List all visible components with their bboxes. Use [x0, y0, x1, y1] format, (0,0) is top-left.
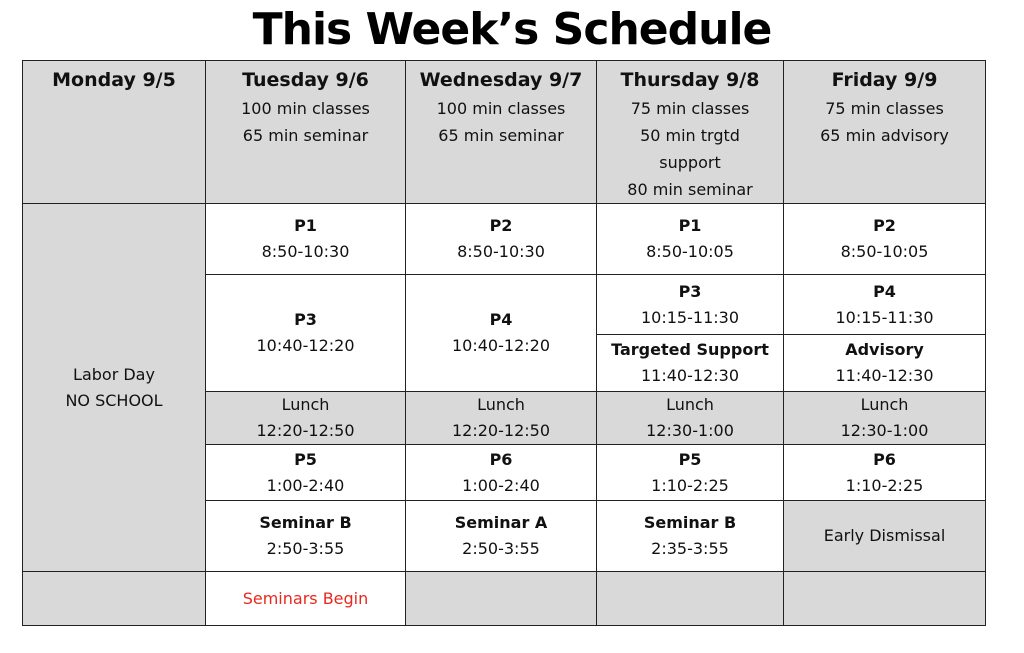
period-label: P5 — [294, 449, 317, 469]
day-note: 75 min classes — [825, 99, 944, 118]
thursday-p5 — [597, 445, 784, 501]
schedule-table — [22, 60, 986, 626]
day-name: Thursday 9/8 — [620, 69, 760, 91]
seminars-begin-note: Seminars Begin — [242, 588, 369, 608]
day-note: 75 min classes — [630, 99, 750, 118]
seminar-label: Seminar B — [643, 513, 737, 532]
header-row — [23, 61, 986, 204]
monday-footer — [23, 572, 206, 626]
header-monday — [23, 61, 206, 204]
header-tuesday — [206, 61, 406, 204]
seminar-label: Seminar A — [454, 513, 548, 532]
period-time: 10:40-12:20 — [452, 336, 550, 355]
tuesday-lunch — [206, 392, 406, 445]
day-note: 100 min classes — [436, 99, 566, 118]
period-label: P4 — [873, 281, 896, 301]
period-time: 1:00-2:40 — [462, 475, 540, 495]
friday-p2 — [784, 204, 986, 275]
lunch-time: 12:20-12:50 — [256, 421, 355, 440]
seminar-time: 2:50-3:55 — [462, 539, 540, 558]
footer-row — [23, 572, 986, 626]
friday-lunch — [784, 392, 986, 445]
early-dismissal-text: Early Dismissal — [823, 526, 946, 545]
lunch-label: Lunch — [860, 395, 909, 414]
header-thursday — [597, 61, 784, 204]
thursday-lunch — [597, 392, 784, 445]
lunch-time: 12:20-12:50 — [452, 421, 550, 440]
tuesday-p5 — [206, 445, 406, 501]
lunch-time: 12:30-1:00 — [646, 421, 734, 440]
period-row-1 — [23, 204, 986, 275]
day-note: 65 min advisory — [820, 126, 949, 145]
period-label: Advisory — [845, 340, 924, 359]
day-note: support — [659, 153, 721, 172]
day-note: 100 min classes — [241, 99, 370, 118]
friday-advisory — [784, 335, 986, 392]
period-label: Targeted Support — [611, 340, 769, 359]
period-time: 10:15-11:30 — [835, 307, 934, 327]
day-note: 65 min seminar — [242, 126, 369, 145]
period-label: P3 — [294, 310, 317, 329]
header-wednesday — [406, 61, 597, 204]
wednesday-seminar — [406, 501, 597, 572]
period-label: P2 — [873, 216, 896, 235]
period-label: P4 — [489, 310, 513, 329]
period-time: 8:50-10:30 — [457, 242, 545, 261]
wednesday-lunch — [406, 392, 597, 445]
seminar-time: 2:50-3:55 — [266, 539, 345, 558]
period-label: P2 — [489, 216, 513, 235]
thursday-p1 — [597, 204, 784, 275]
day-name: Tuesday 9/6 — [242, 69, 369, 91]
lunch-time: 12:30-1:00 — [840, 421, 929, 440]
seminar-time: 2:35-3:55 — [651, 539, 729, 558]
wednesday-p6 — [406, 445, 597, 501]
wednesday-p2 — [406, 204, 597, 275]
friday-footer — [784, 572, 986, 626]
lunch-label: Lunch — [281, 395, 330, 414]
friday-early-dismissal — [784, 501, 986, 572]
seminar-label: Seminar B — [259, 513, 352, 532]
period-time: 1:00-2:40 — [266, 475, 345, 495]
tuesday-seminar — [206, 501, 406, 572]
period-time: 10:40-12:20 — [256, 336, 355, 355]
period-time: 11:40-12:30 — [641, 366, 739, 385]
no-school-text: NO SCHOOL — [65, 390, 163, 410]
period-label: P6 — [873, 449, 896, 469]
period-time: 1:10-2:25 — [651, 475, 729, 495]
tuesday-p1 — [206, 204, 406, 275]
tuesday-footer — [206, 572, 406, 626]
header-friday — [784, 61, 986, 204]
period-label: P3 — [678, 281, 702, 301]
day-note: 50 min trgtd — [640, 126, 740, 145]
thursday-p3 — [597, 275, 784, 335]
monday-labor-day — [23, 204, 206, 572]
thursday-targeted-support — [597, 335, 784, 392]
period-label: P5 — [678, 449, 702, 469]
tuesday-p3 — [206, 275, 406, 392]
thursday-footer — [597, 572, 784, 626]
friday-p4 — [784, 275, 986, 335]
period-label: P1 — [294, 216, 317, 235]
labor-day-text: Labor Day — [73, 364, 155, 384]
day-name: Monday 9/5 — [52, 69, 176, 91]
period-time: 8:50-10:05 — [646, 242, 734, 261]
day-note: 65 min seminar — [438, 126, 564, 145]
page-title: This Week’s Schedule — [252, 4, 772, 55]
day-name: Wednesday 9/7 — [419, 69, 583, 91]
period-time: 8:50-10:30 — [261, 242, 350, 261]
thursday-seminar — [597, 501, 784, 572]
period-time: 11:40-12:30 — [835, 366, 934, 385]
period-time: 1:10-2:25 — [845, 475, 924, 495]
period-label: P6 — [489, 449, 513, 469]
period-time: 8:50-10:05 — [840, 242, 929, 261]
lunch-label: Lunch — [477, 395, 525, 414]
wednesday-p4 — [406, 275, 597, 392]
day-name: Friday 9/9 — [831, 69, 938, 91]
wednesday-footer — [406, 572, 597, 626]
friday-p6 — [784, 445, 986, 501]
day-note: 80 min seminar — [627, 180, 753, 199]
period-time: 10:15-11:30 — [641, 307, 739, 327]
period-label: P1 — [678, 216, 702, 235]
lunch-label: Lunch — [666, 395, 714, 414]
